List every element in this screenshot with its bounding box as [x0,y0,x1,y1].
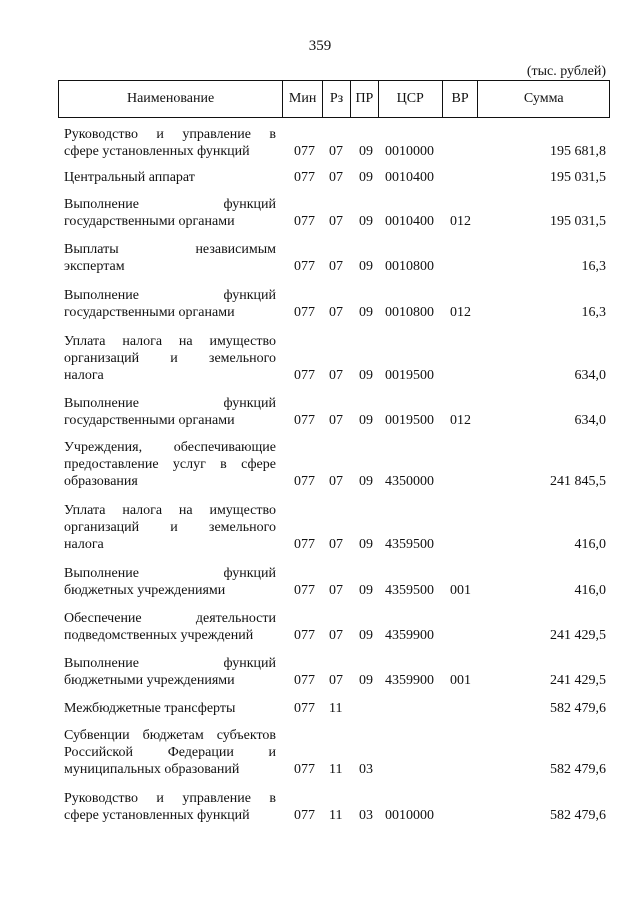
row-name-line: сфере установленных функций [64,808,250,823]
row-name-line: организаций и земельного [64,520,276,535]
row-name-line: предоставление услуг в сфере [64,457,276,472]
row-name-line: Выполнение функций [64,396,276,411]
table-row [0,439,640,490]
cell-min: 077 [294,214,315,229]
cell-pr: 03 [359,808,373,823]
header-pr: ПР [351,81,379,117]
units-label: (тыс. рублей) [526,64,606,79]
cell-min: 077 [294,537,315,552]
cell-sum: 241 429,5 [550,673,606,688]
cell-sum: 195 031,5 [550,214,606,229]
cell-csr: 0010800 [385,305,434,320]
cell-rz: 11 [329,762,343,777]
cell-pr: 09 [359,368,373,383]
row-name [64,126,276,160]
row-name [64,196,276,230]
cell-rz: 07 [329,673,343,688]
row-name [64,395,276,429]
cell-min: 077 [294,474,315,489]
row-name [64,333,276,384]
row-name-line: сфере установленных функций [64,144,250,159]
row-name-line: Российской Федерации и [64,745,276,760]
row-name-line: Межбюджетные трансферты [64,701,236,716]
row-name [64,610,276,644]
row-name [64,502,276,553]
row-name-line: муниципальных образований [64,762,240,777]
cell-rz: 07 [329,305,343,320]
row-name-line: государственными органами [64,214,235,229]
table-row [0,169,640,186]
table-row [0,126,640,160]
table-row [0,502,640,553]
row-name [64,790,276,824]
cell-rz: 11 [329,808,343,823]
row-name-line: Выполнение функций [64,197,276,212]
header-rz: Рз [323,81,351,117]
cell-sum: 241 429,5 [550,628,606,643]
row-name-line: Обеспечение деятельности [64,611,276,626]
row-name-line: бюджетными учреждениями [64,673,235,688]
table-row [0,333,640,384]
header-min: Мин [283,81,323,117]
cell-sum: 241 845,5 [550,474,606,489]
cell-csr: 4359500 [385,537,434,552]
cell-csr: 0010800 [385,259,434,274]
cell-vr: 001 [450,583,471,598]
cell-sum: 582 479,6 [550,701,606,716]
row-name-line: Выплаты независимым [64,242,276,257]
cell-pr: 09 [359,259,373,274]
cell-pr: 09 [359,144,373,159]
table-row [0,287,640,321]
table-row [0,790,640,824]
cell-csr: 0010000 [385,808,434,823]
cell-csr: 0019500 [385,413,434,428]
cell-min: 077 [294,628,315,643]
row-name [64,565,276,599]
cell-pr: 09 [359,583,373,598]
row-name [64,727,276,778]
table-row [0,565,640,599]
row-name [64,241,276,275]
cell-pr: 09 [359,673,373,688]
row-name [64,655,276,689]
row-name-line: организаций и земельного [64,351,276,366]
cell-rz: 07 [329,413,343,428]
table-row [0,727,640,778]
cell-rz: 07 [329,368,343,383]
cell-pr: 09 [359,170,373,185]
row-name-line: подведомственных учреждений [64,628,254,643]
cell-sum: 195 681,8 [550,144,606,159]
cell-min: 077 [294,259,315,274]
cell-min: 077 [294,368,315,383]
cell-sum: 582 479,6 [550,762,606,777]
header-csr: ЦСР [379,81,443,117]
row-name [64,700,276,717]
cell-rz: 07 [329,537,343,552]
cell-sum: 416,0 [574,537,606,552]
cell-pr: 09 [359,537,373,552]
cell-min: 077 [294,144,315,159]
cell-rz: 07 [329,474,343,489]
cell-csr: 0010400 [385,214,434,229]
row-name-line: государственными органами [64,305,235,320]
table-row [0,655,640,689]
cell-sum: 16,3 [581,259,606,274]
row-name-line: налога [64,368,104,383]
row-name-line: образования [64,474,138,489]
row-name-line: Уплата налога на имущество [64,334,276,349]
table-row [0,700,640,717]
page-number: 359 [308,38,332,54]
cell-vr: 012 [450,413,471,428]
cell-min: 077 [294,583,315,598]
row-name-line: экспертам [64,259,125,274]
cell-min: 077 [294,762,315,777]
cell-vr: 012 [450,305,471,320]
header-sum: Сумма [523,91,564,106]
cell-rz: 07 [329,214,343,229]
cell-pr: 09 [359,413,373,428]
cell-csr: 4359900 [385,628,434,643]
cell-sum: 634,0 [574,368,606,383]
cell-sum: 582 479,6 [550,808,606,823]
row-name-line: налога [64,537,104,552]
cell-csr: 4359900 [385,673,434,688]
cell-pr: 09 [359,474,373,489]
row-name-line: Уплата налога на имущество [64,503,276,518]
cell-sum: 634,0 [574,413,606,428]
cell-rz: 07 [329,259,343,274]
row-name-line: Выполнение функций [64,288,276,303]
cell-rz: 07 [329,170,343,185]
cell-vr: 012 [450,214,471,229]
cell-pr: 09 [359,214,373,229]
cell-sum: 16,3 [581,305,606,320]
cell-vr: 001 [450,673,471,688]
cell-sum: 195 031,5 [550,170,606,185]
cell-csr: 0010000 [385,144,434,159]
cell-rz: 07 [329,583,343,598]
row-name-line: Выполнение функций [64,656,276,671]
cell-csr: 0010400 [385,170,434,185]
row-name-line: бюджетных учреждениями [64,583,226,598]
table-row [0,610,640,644]
row-name-line: государственными органами [64,413,235,428]
table-row [0,395,640,429]
cell-csr: 4350000 [385,474,434,489]
cell-rz: 07 [329,144,343,159]
row-name [64,287,276,321]
cell-rz: 11 [329,701,343,716]
table-row [0,241,640,275]
header-vr: ВР [443,81,479,117]
table-row [0,196,640,230]
cell-min: 077 [294,170,315,185]
header-name: Наименование [59,81,283,117]
row-name-line: Учреждения, обеспечивающие [64,440,276,455]
row-name-line: Центральный аппарат [64,170,195,185]
cell-pr: 09 [359,628,373,643]
cell-min: 077 [294,701,315,716]
cell-min: 077 [294,673,315,688]
cell-pr: 03 [359,762,373,777]
row-name-line: Выполнение функций [64,566,276,581]
cell-csr: 0019500 [385,368,434,383]
cell-pr: 09 [359,305,373,320]
cell-min: 077 [294,305,315,320]
cell-min: 077 [294,413,315,428]
cell-rz: 07 [329,628,343,643]
cell-csr: 4359500 [385,583,434,598]
cell-min: 077 [294,808,315,823]
row-name-line: Руководство и управление в [64,791,276,806]
cell-sum: 416,0 [574,583,606,598]
row-name [64,169,276,186]
row-name-line: Субвенции бюджетам субъектов [64,728,276,743]
row-name [64,439,276,490]
row-name-line: Руководство и управление в [64,127,276,142]
